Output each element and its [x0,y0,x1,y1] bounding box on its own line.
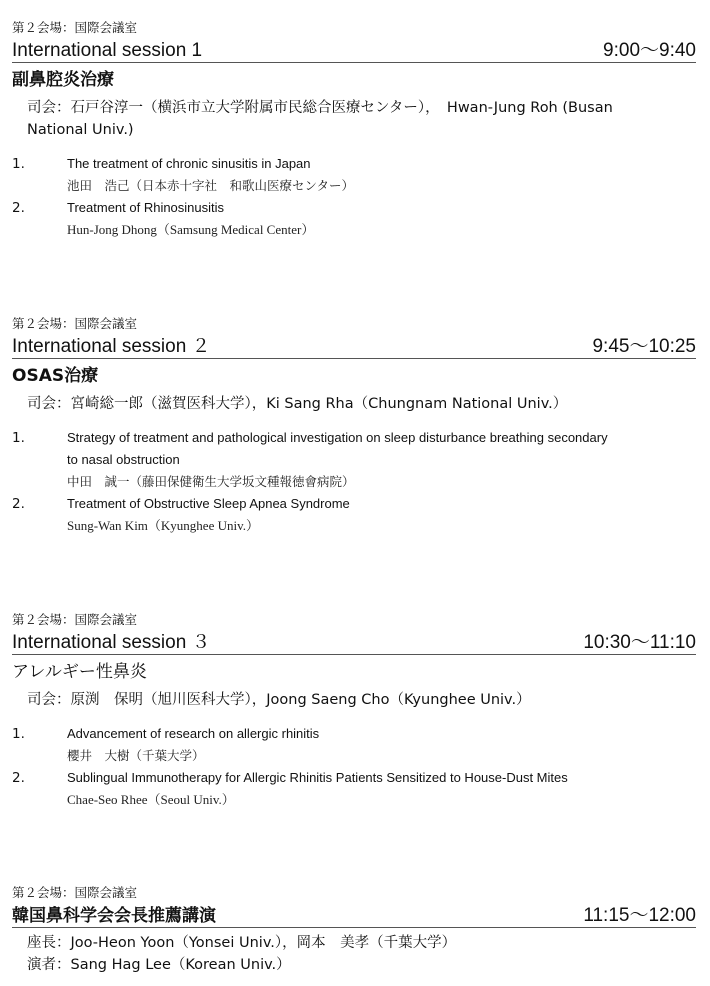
session-name: International session 1 [12,40,203,61]
session-block [12,20,696,241]
session-name: 韓国鼻科学会会長推薦講演 [12,906,216,926]
talk-item [12,493,696,537]
talk-title-continued: to nasal obstruction [67,452,180,467]
talk-speaker: 中田 誠一（藤田保健衛生大学坂文種報徳會病院） [67,474,355,489]
session-block [12,612,696,811]
talk-title: Treatment of Obstructive Sleep Apnea Syndrome [67,496,350,511]
chair-line: 司会：宮崎総一郎（滋賀医科大学），Ki Sang Rha（Chungnam National Univ.） [27,396,568,412]
chair-info [12,393,687,415]
talk-item [12,153,696,197]
session-name: International session ２ [12,336,211,357]
chair-line: 司会：石戸谷淳一（横浜市立大学附属市民総合医療センター）， Hwan-Jung Roh (Busan [27,100,613,116]
chair-line: 座長：Joo-Heon Yoon（Yonsei Univ.），岡本 美孝（千葉大学） [27,935,457,951]
chair-info [12,97,687,141]
chair-info [12,932,687,976]
talk-item [12,723,696,767]
talk-list [12,153,696,241]
session-header [12,38,696,63]
session-time: 9:45〜10:25 [592,336,696,357]
session-header [12,630,696,655]
talk-number: 2. [12,200,25,216]
venue-label: 第２会場：国際会議室 [12,885,138,900]
talk-speaker: 池田 浩己（日本赤十字社 和歌山医療センター） [67,178,355,193]
session-time: 9:00〜9:40 [603,40,696,61]
talk-speaker: Sung-Wan Kim（Kyunghee Univ.） [67,518,260,533]
session-subject: アレルギー性鼻炎 [12,662,147,682]
talk-number: 1. [12,726,25,742]
talk-item [12,767,696,811]
talk-number: 2. [12,770,25,786]
talk-number: 1. [12,430,25,446]
talk-item [12,427,696,493]
talk-number: 2. [12,496,25,512]
talk-speaker: 櫻井 大樹（千葉大学） [67,748,205,763]
talk-speaker: Chae-Seo Rhee（Seoul Univ.） [67,792,235,807]
session-block [12,316,696,537]
venue-label: 第２会場：国際会議室 [12,316,138,331]
talk-title: Treatment of Rhinosinusitis [67,200,225,215]
chair-line: National Univ.) [27,122,134,138]
session-name: International session ３ [12,632,211,653]
session-header [12,334,696,359]
venue-label: 第２会場：国際会議室 [12,20,138,35]
talk-title: Strategy of treatment and pathological investigation on sleep disturbance breathing secondary [67,430,608,445]
session-block [12,885,696,976]
talk-speaker: Hun-Jong Dhong（Samsung Medical Center） [67,222,315,237]
venue-label: 第２会場：国際会議室 [12,612,138,627]
talk-number: 1. [12,156,25,172]
chair-info [12,689,687,711]
speaker-line: 演者：Sang Hag Lee（Korean Univ.） [27,957,291,973]
talk-title: Advancement of research on allergic rhinitis [67,726,320,741]
session-time: 11:15〜12:00 [583,905,696,926]
session-subject: OSAS治療 [12,366,99,386]
session-subject: 副鼻腔炎治療 [12,70,114,90]
session-time: 10:30〜11:10 [583,632,696,653]
talk-list [12,427,696,537]
talk-item [12,197,696,241]
chair-line: 司会：原渕 保明（旭川医科大学），Joong Saeng Cho（Kyunghee Univ.） [27,692,531,708]
talk-title: Sublingual Immunotherapy for Allergic Rhinitis Patients Sensitized to House-Dust Mites [67,770,568,785]
talk-title: The treatment of chronic sinusitis in Japan [67,156,311,171]
talk-list [12,723,696,811]
session-header [12,903,696,928]
